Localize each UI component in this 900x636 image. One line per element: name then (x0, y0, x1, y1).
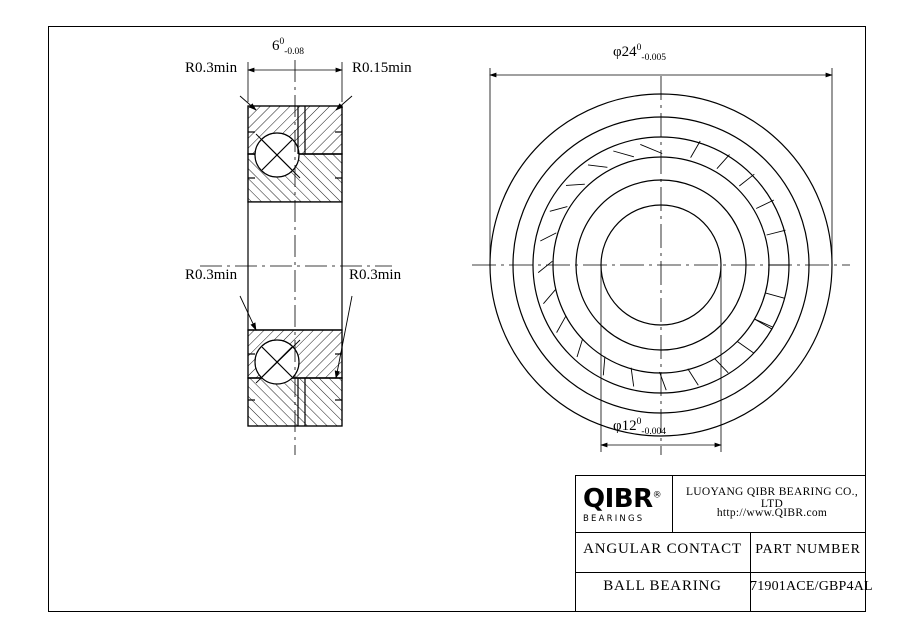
front-view-centerline (472, 76, 850, 455)
title-block-divider-1 (575, 532, 866, 533)
part-number-label: PART NUMBER (755, 542, 861, 557)
cage-ticks (753, 265, 789, 329)
title-block-divider-logo (672, 475, 673, 532)
od-nominal: 24 (621, 44, 637, 60)
logo-tagline: BEARINGS (583, 514, 645, 524)
width-upper-tol: 0 (279, 37, 285, 47)
company-website: http://www.QIBR.com (716, 507, 828, 519)
width-lower-tol: -0.08 (284, 47, 305, 57)
width-nominal: 6 (272, 38, 280, 54)
callout-r03min-bottom-left: R0.3min (185, 267, 238, 283)
bore-nominal: 12 (621, 418, 637, 434)
od-symbol: φ (613, 44, 622, 60)
od-upper-tol: 0 (636, 43, 642, 53)
part-number-value: 71901ACE/GBP4AL (750, 579, 873, 594)
outer-diameter-text (613, 44, 666, 61)
registered-mark-icon: ® (652, 490, 662, 501)
product-type-line2: BALL BEARING (603, 578, 722, 594)
bore-symbol: φ (613, 418, 622, 434)
bore-lower-tol: -0.004 (641, 427, 666, 437)
logo-text: QIBR (583, 484, 653, 514)
product-type-line1: ANGULAR CONTACT (583, 541, 742, 557)
bore-upper-tol: 0 (636, 417, 642, 427)
callout-r03min-bottom-right: R0.3min (349, 267, 402, 283)
width-dimension-text (272, 38, 304, 55)
title-block-divider-2 (575, 572, 866, 573)
bore-diameter-text (613, 418, 666, 435)
qibr-logo (583, 484, 669, 526)
logo-wordmark (583, 486, 669, 512)
company-name: LUOYANG QIBR BEARING CO., LTD (685, 486, 858, 510)
callout-r03min-top-left: R0.3min (185, 60, 238, 76)
od-lower-tol: -0.005 (641, 53, 666, 63)
callout-r015min-top-right: R0.15min (352, 60, 412, 76)
